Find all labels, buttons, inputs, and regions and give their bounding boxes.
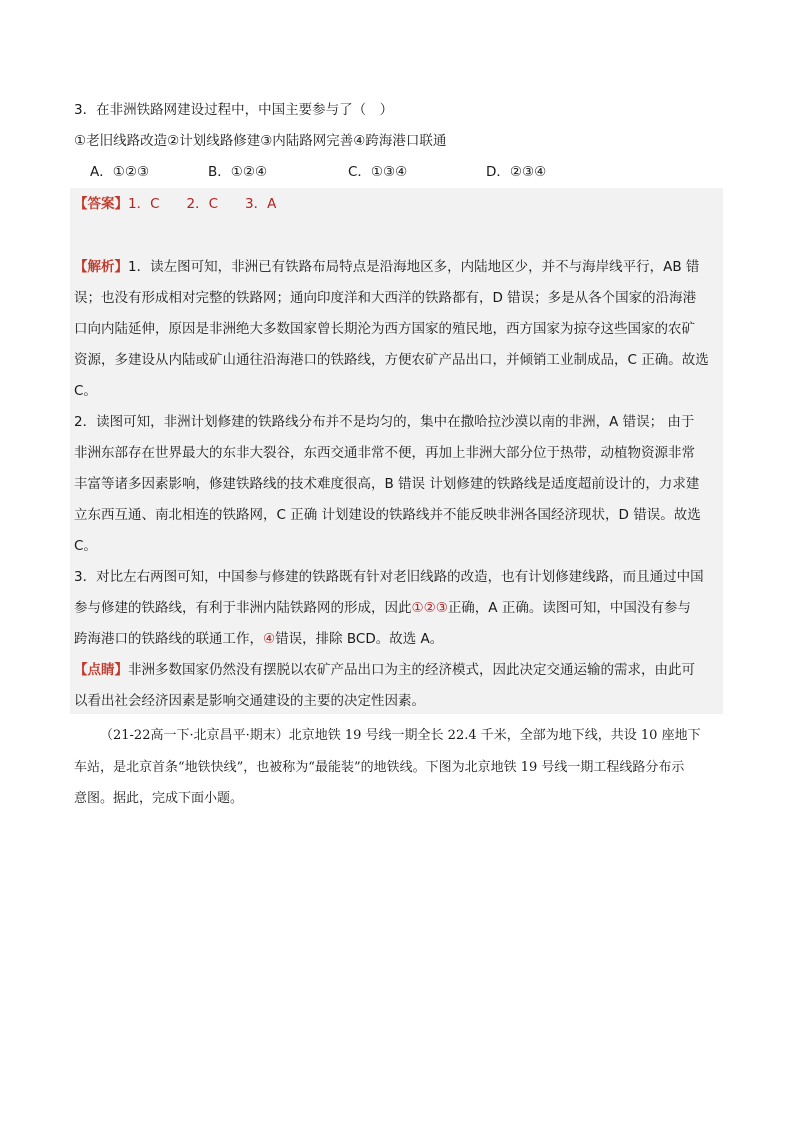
key-point-label: 【点睛】 (74, 662, 128, 678)
analysis-p1-line5: C。 (74, 383, 97, 399)
analysis-p1-line1 (74, 257, 699, 277)
option-d: D．②③④ (486, 164, 547, 180)
option-c: C．①③④ (348, 164, 408, 180)
key-point-line2: 以看出社会经济因素是影响交通建设的主要的决定性因素。 (74, 693, 425, 709)
question-3-statements: ①老旧线路改造②计划线路修建③内陆路网完善④跨海港口联通 (74, 133, 447, 149)
analysis-p3-line2-end: 正确，A 正确。读图可知，中国没有参与 (447, 600, 691, 616)
material-line2: 车站，是北京首条“地铁快线”，也被称为“最能装”的地铁线。下图为北京地铁 19 号线一期工程线路分布示 (74, 760, 685, 775)
key-point-text: 非洲多数国家仍然没有摆脱以农矿产品出口为主的经济模式，因此决定交通运输的需求，由此可 (128, 662, 695, 678)
material-line1: （21-22高一下·北京昌平·期末）北京地铁 19 号线一期全长 22.4 千米，全部为地下线，共设 10 座地下 (100, 728, 701, 743)
answer-label: 【答案】 (74, 196, 128, 212)
analysis-p3-line2 (74, 598, 691, 618)
analysis-p2-line4: 立东西互通、南北相连的铁路网，C 正确 计划建设的铁路线并不能反映非洲各国经济现状，D 错误。故选 (74, 507, 701, 523)
option-b: B．①②④ (208, 164, 268, 180)
analysis-text: 1．读左图可知，非洲已有铁路布局特点是沿海地区多，内陆地区少，并不与海岸线平行，AB 错 (128, 259, 700, 275)
analysis-p2-line1: 2．读图可知，非洲计划修建的铁路线分布并不是均匀的，集中在撒哈拉沙漠以南的非洲，A 错误； 由于 (74, 414, 695, 430)
answer-analysis-box (70, 188, 723, 714)
analysis-p3-line1: 3．对比左右两图可知，中国参与修建的铁路既有针对老旧线路的改造，也有计划修建线路，而且通过中国 (74, 569, 704, 585)
analysis-label: 【解析】 (74, 259, 128, 275)
answer-line (74, 194, 276, 214)
question-3-title: 3．在非洲铁路网建设过程中，中国主要参与了（ ） (74, 102, 394, 118)
analysis-p1-line3: 口向内陆延伸，原因是非洲绝大多数国家曾长期沦为西方国家的殖民地，西方国家为掠夺这些国家的农矿 (74, 321, 695, 337)
highlight-choice-4: ④ (263, 631, 276, 647)
analysis-p1-line4: 资源，多建设从内陆或矿山通往沿海港口的铁路线，方便农矿产品出口，并倾销工业制成品，C 正确。故选 (74, 352, 709, 368)
material-line3: 意图。据此，完成下面小题。 (74, 791, 244, 806)
option-a: A．①②③ (90, 164, 150, 180)
analysis-p3-line3 (74, 629, 443, 649)
analysis-p2-line3: 丰富等诸多因素影响，修建铁路线的技术难度很高，B 错误 计划修建的铁路线是适度超前设计的，力求建 (74, 476, 700, 492)
analysis-p2-line5: C。 (74, 538, 97, 554)
analysis-p3-line2-start: 参与修建的铁路线，有利于非洲内陆铁路网的形成，因此 (74, 600, 412, 616)
analysis-p2-line2: 非洲东部存在世界最大的东非大裂谷，东西交通非常不便，再加上非洲大部分位于热带，动植物资源非常 (74, 445, 695, 461)
key-point-line1 (74, 660, 695, 680)
answer-text: 1．C 2．C 3．A (128, 196, 277, 212)
analysis-p3-line3-start: 跨海港口的铁路线的联通工作， (74, 631, 263, 647)
analysis-p3-line3-end: 错误，排除 BCD。故选 A。 (275, 631, 444, 647)
highlight-choices-123: ①②③ (411, 600, 448, 616)
analysis-p1-line2: 误；也没有形成相对完整的铁路网；通向印度洋和大西洋的铁路都有，D 错误；多是从各个国家的沿海港 (74, 290, 697, 306)
